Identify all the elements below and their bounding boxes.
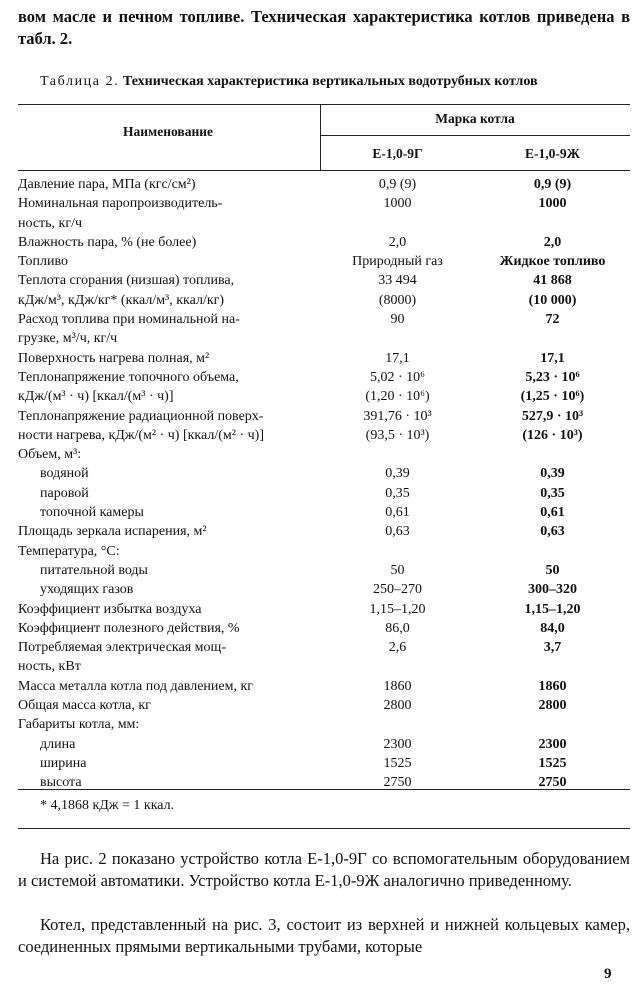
row-value-col2: 1,15–1,20 [524,601,581,617]
table-row [0,252,644,271]
table-row [0,464,644,483]
row-name: Температура, °С: [18,543,120,559]
row-value-col2: 527,9 · 10³ [521,408,584,424]
row-value-col1: Природный газ [352,254,443,270]
row-value-col1: 86,0 [385,620,410,636]
row-name: Топливо [18,254,68,270]
table-row [0,638,644,657]
row-name: грузке, м³/ч, кг/ч [18,331,118,347]
row-name: Масса металла котла под давлением, кг [18,678,254,694]
table-row [0,233,644,252]
row-name: кДж/м³, кДж/кг* (ккал/м³, ккал/кг) [18,292,225,308]
table-row [0,735,644,754]
row-value-col1: 0,39 [385,466,410,482]
row-value-col2: 72 [545,312,560,328]
row-value-col1: (8000) [378,292,417,308]
footnote-rule [18,828,630,829]
paragraph-fig2: На рис. 2 показано устройство котла Е-1,0-9Г со вспомогательным оборудованием и системой автоматики. Устройство котла Е-1,0-9Ж аналогично приведенному. [18,849,630,890]
row-value-col1: 1525 [383,755,412,771]
row-name: Объем, м³: [18,447,82,463]
row-value-col1: 391,76 · 10³ [363,408,432,424]
table-row [0,426,644,445]
header-brand: Марка котла [435,111,515,126]
header-column-1: Е-1,0-9Г [372,146,423,161]
row-name: Общая масса котла, кг [18,698,151,714]
row-value-col1: 2300 [383,736,412,752]
table-row [0,329,644,348]
row-name: Теплонапряжение радиационной поверх- [18,408,264,424]
table-row [0,542,644,561]
row-value-col1: 1860 [383,678,412,694]
row-value-col1: 2750 [383,775,412,791]
row-value-col2: 1000 [538,196,567,212]
row-name: Габариты котла, мм: [18,717,140,733]
row-value-col2: Жидкое топливо [499,254,606,270]
table-row [0,696,644,715]
row-value-col1: 17,1 [385,350,410,366]
row-value-col1: 50 [390,562,405,578]
row-value-col2: 5,23 · 10⁶ [525,369,580,385]
row-value-col1: (1,20 · 10⁶) [365,389,430,405]
table-row [0,310,644,329]
row-value-col2: 3,7 [543,640,562,656]
row-name: водяной [40,466,89,482]
row-value-col2: 2,0 [543,234,562,250]
table-row [0,407,644,426]
row-value-col2: (1,25 · 10⁶) [520,389,585,405]
row-value-col2: 0,9 (9) [533,177,572,192]
row-value-col2: 0,35 [540,485,565,501]
row-name: Расход топлива при номинальной на- [18,312,240,328]
row-value-col1: (93,5 · 10³) [365,427,430,443]
table-row [0,349,644,368]
row-value-col1: 0,61 [385,505,410,521]
row-value-col2: (10 000) [528,292,577,308]
table-row [0,291,644,310]
row-name: ность, кг/ч [18,215,83,231]
row-name: Потребляемая электрическая мощ- [18,640,226,656]
table-row [0,561,644,580]
table-caption [40,74,538,90]
row-value-col2: 2300 [538,736,567,752]
row-value-col1: 1,15–1,20 [369,601,426,617]
page-number: 9 [604,966,612,982]
table-top-rule [18,104,630,105]
table-header-bottom-rule [18,170,630,171]
row-value-col1: 90 [390,312,405,328]
row-name: ность, кВт [18,659,81,675]
row-name: ширина [40,755,87,771]
row-value-col1: 250–270 [373,582,422,598]
row-name: Влажность пара, % (не более) [18,234,197,250]
header-name: Наименование [123,124,213,139]
row-value-col2: 300–320 [528,582,577,598]
row-value-col1: 33 494 [378,273,417,289]
row-value-col2: 0,63 [540,524,565,540]
table-caption-title: Техническая характеристика вертикальных водотрубных котлов [122,74,538,89]
table-row [0,657,644,676]
table-row [0,600,644,619]
table-row [0,271,644,290]
row-value-col1: 2800 [383,698,412,714]
row-name: питательной воды [40,562,148,578]
row-value-col1: 0,9 (9) [378,177,417,192]
table-row [0,387,644,406]
row-value-col2: 2800 [538,698,567,714]
row-value-col2: 1525 [538,755,567,771]
row-value-col1: 1000 [383,196,412,212]
brand-header-rule [320,135,630,136]
table-caption-label: Таблица 2. [40,74,120,89]
row-value-col2: 84,0 [540,620,565,636]
row-name: ности нагрева, кДж/(м² · ч) [ккал/(м² · ч)] [18,427,264,443]
table-row [0,175,644,194]
row-value-col1: 2,0 [388,234,407,250]
intro-paragraph: вом масле и печном топливе. Техническая характеристика котлов приведена в табл. 2. [18,7,630,48]
row-name: Давление пара, МПа (кгс/см²) [18,177,196,192]
row-name: высота [40,775,82,791]
table-row [0,214,644,233]
header-column-2: Е-1,0-9Ж [525,146,580,161]
table-row [0,754,644,773]
row-value-col2: 41 868 [533,273,572,289]
table-row [0,484,644,503]
table-row [0,677,644,696]
row-value-col1: 0,35 [385,485,410,501]
row-value-col1: 0,63 [385,524,410,540]
row-value-col2: (126 · 10³) [522,427,583,443]
row-name: Номинальная паропроизводитель- [18,196,223,212]
row-name: уходящих газов [40,582,134,598]
table-row [0,445,644,464]
table-row [0,368,644,387]
table-row [0,580,644,599]
row-name: Теплота сгорания (низшая) топлива, [18,273,235,289]
table-bottom-rule [18,789,630,790]
row-value-col2: 1860 [538,678,567,694]
row-name: Коэффициент избытка воздуха [18,601,202,617]
row-name: кДж/(м³ · ч) [ккал/(м³ · ч)] [18,389,174,405]
table-row [0,619,644,638]
row-name: Коэффициент полезного действия, % [18,620,240,636]
row-value-col1: 2,6 [388,640,407,656]
row-name: Теплонапряжение топочного объема, [18,369,239,385]
row-name: Площадь зеркала испарения, м² [18,524,207,540]
row-value-col2: 0,61 [540,505,565,521]
table-row [0,522,644,541]
row-name: паровой [40,485,89,501]
row-value-col2: 17,1 [540,350,565,366]
row-name: длина [40,736,76,752]
row-name: Поверхность нагрева полная, м² [18,350,210,366]
row-value-col2: 50 [545,562,560,578]
row-value-col1: 5,02 · 10⁶ [369,369,426,385]
table-row [0,194,644,213]
table-row [0,503,644,522]
row-name: топочной камеры [40,505,144,521]
table-footnote: * 4,1868 кДж = 1 ккал. [40,798,175,813]
row-value-col2: 2750 [538,775,567,791]
table-row [0,715,644,734]
row-value-col2: 0,39 [540,466,565,482]
table-body [0,175,644,793]
paragraph-fig3: Котел, представленный на рис. 3, состоит из верхней и нижней кольцевых камер, соединенных прямыми вертикальными трубами, которые [18,915,630,956]
